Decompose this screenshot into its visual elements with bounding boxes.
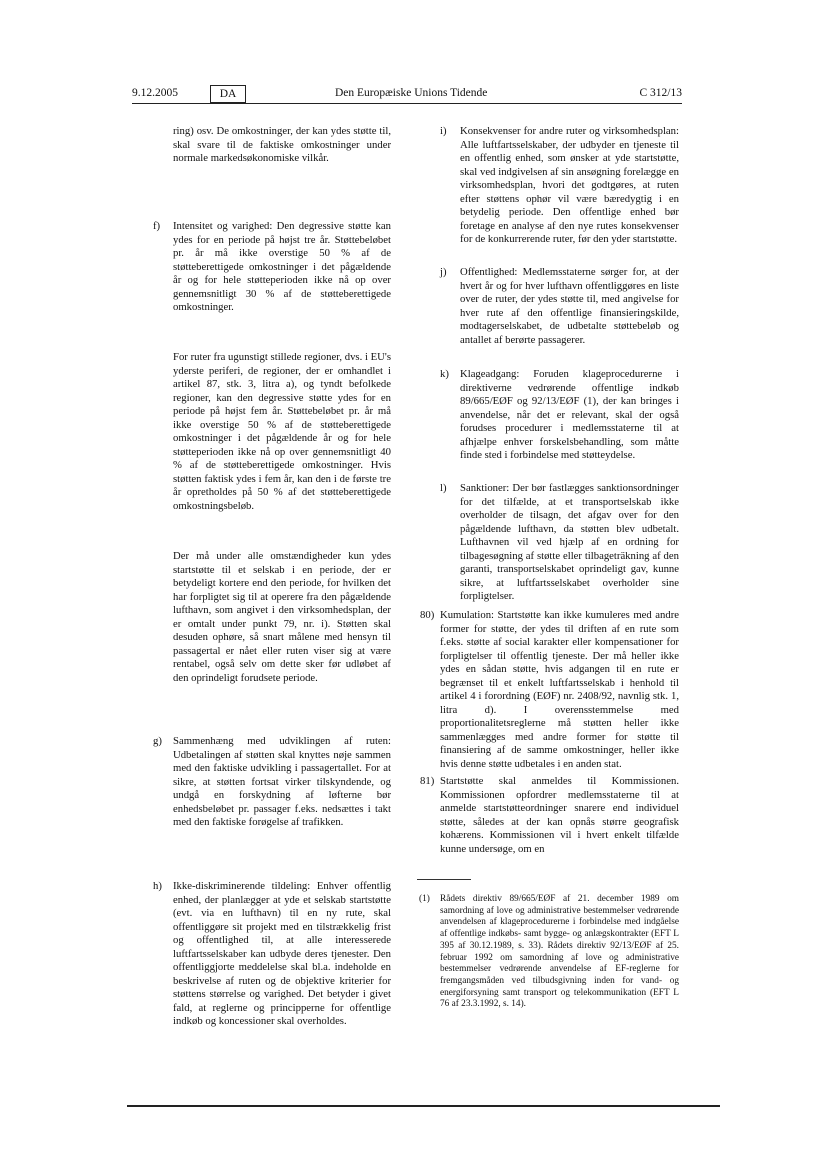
point-80-label: 80) — [420, 609, 435, 621]
language-badge: DA — [210, 85, 246, 103]
point-81-text: Startstøtte skal anmeldes til Kommissionen. Kommissionen opfordrer medlemsstaterne til at anmelde startstøtteordninger snarere end individuel støtte, således at der kan opnås større geografisk kohærens. Kommissionen vil i hvert enkelt tilfælde kunne undersøge, om en — [440, 775, 679, 855]
item-h-text: Ikke-diskriminerende tildeling: Enhver offentlig enhed, der planlægger at yde et selskab startstøtte (evt. via en lufthavn) til en ny rute, skal offentliggøre sit projekt med en tilstrækkelig frist og offentlighed til, at alle interesserede luftfartsselskaber kan udbyde deres tjenester. Den offentliggjorte meddelelse skal bl.a. indeholde en beskrivelse af ruten og de objektive kriterier for støttens størrelse og varighed. Det betyder i givet fald, at reglerne og principperne for offentlige indkøb og koncessioner skal overholdes. — [173, 880, 391, 1028]
item-g-label: g) — [153, 735, 162, 747]
item-k-text: Klageadgang: Foruden klageprocedurerne i direktiverne vedrørende offentlige indkøb 89/665/EØF og 92/13/EØF (1), der kan bringes i anvendelse, når det er relevant, skal der også forudses procedurer i medlemsstaterne til at afhjælpe enhver forskelsbehandling, som måtte finde sted i forbindelse med støtteydelse. — [460, 368, 679, 462]
item-f-label: f) — [153, 220, 161, 232]
item-j-text: Offentlighed: Medlemsstaterne sørger for, at der hvert år og for hver lufthavn offentliggøres en liste over de ruter, der ydes støtte til, med angivelse for hver rute af den offentlige finansieringskilde, modtagerselskabet, de udbetalte støttebeløb og antallet af berørte passagerer. — [460, 266, 679, 346]
item-j-label: j) — [440, 266, 447, 278]
item-f-paragraph-3: Der må under alle omstændigheder kun ydes startstøtte til et selskab i en periode, der er betydeligt kortere end den periode, for hvilken det har forpligtet sig til at operere fra den pågældende lufthavn, som angivet i den virksomhedsplan, der er omtalt under punkt 79, nr. i). Støtten skal desuden ophøre, så snart målene med hensyn til passagertal er nået eller ruten viser sig at være rentabel, også selv om dette sker før udløbet af den oprindeligt forudsete periode. — [173, 550, 391, 684]
item-i-label: i) — [440, 125, 447, 137]
page-header — [132, 85, 682, 105]
item-f-paragraph-2: For ruter fra ugunstigt stillede regioner, dvs. i EU's yderste periferi, de regioner, der er omhandlet i artikel 87, stk. 3, litra a), og tyndt befolkede regioner, kan den degressive støtte ydes for en periode på højst fem år. Støttebeløbet pr. år må ikke overstige 50 % af de støtteberettigede omkostninger i det pågældende år og for hele støtteperioden ikke nå op over gennemsnitligt 40 % af de støtteberettigede omkostninger. Hvis støtten faktisk ydes i fem år, kan den i de første tre år opretholdes på 50 % af det støtteberettigede omkostningsbeløb. — [173, 351, 391, 513]
footnote-text: Rådets direktiv 89/665/EØF af 21. december 1989 om samordning af love og administrative bestemmelser vedrørende anvendelsen af klageprocedurerne i forbindelse med indgåelse af offentlige indkøbs- samt bygge- og anlægskontrakter (EFT L 395 af 30.12.1989, s. 33). Rådets direktiv 92/13/EØF af 25. februar 1992 om samordning af love og administrative bestemmelser vedrørende anvendelse af EF-reglerne for fremgangsmåden ved tilbudsgivning inden for vand- og energiforsyning samt transport og telekommunikation (EFT L 76 af 23.3.1992, s. 14). — [440, 894, 679, 1010]
item-g-text: Sammenhæng med udviklingen af ruten: Udbetalingen af støtten skal knyttes nøje sammen med den faktiske udvikling i passagertallet. For at sikre, at støtten fortsat virker tilskyndende, og undgå en forskydning af løfterne bør enhedsbeløbet pr. passager f.eks. nedsættes i takt med den faktiske forøgelse af trafikken. — [173, 735, 391, 829]
item-h-label: h) — [153, 880, 162, 892]
point-80-text: Kumulation: Startstøtte kan ikke kumuleres med andre former for støtte, der ydes til driften af en rute som f.eks. støtte af social karakter eller kompensationer for forpligtelser til offentlig tjeneste. Der må heller ikke ydes en sådan støtte, hvis adgangen til en rute er begrænset til et enkelt luftfartsselskab i henhold til artikel 4 i forordning (EØF) nr. 2408/92, navnlig stk. 1, litra d). I overensstemmelse med proportionalitetsreglerne må støtten heller ikke sammenlægges med andre former for støtte til finansiering af de samme omkostninger, heller ikke hvis denne støtte udbetales i en anden stat. — [440, 609, 679, 771]
footnote-label: (1) — [419, 894, 430, 904]
bottom-rule — [127, 1105, 720, 1107]
item-f-text: Intensitet og varighed: Den degressive støtte kan ydes for en periode på højst tre år. Støttebeløbet pr. år må ikke overstige 50 % af de støtteberettigede omkostninger i det pågældende år og for hele støtteperioden ikke nå op over gennemsnitligt 30 % af de støtteberettigede omkostninger. — [173, 220, 391, 314]
page-number: C 312/13 — [639, 87, 682, 99]
item-k-label: k) — [440, 368, 449, 380]
item-l-label: l) — [440, 482, 447, 494]
footnote-rule — [417, 879, 471, 880]
continuation-paragraph: ring) osv. De omkostninger, der kan ydes støtte til, skal svare til de faktiske omkostninger under normale markedsøkonomiske vilkår. — [173, 125, 391, 165]
point-81-label: 81) — [420, 775, 435, 787]
header-rule — [132, 103, 682, 104]
item-l-text: Sanktioner: Der bør fastlægges sanktionsordninger for det tilfælde, at et transportselskab ikke overholder de tilsagn, det afgav over for den pågældende lufthavn, da støtten blev udbetalt. Lufthavnen vil ved hjælp af en ordning for tilbagesøgning af støtte eller tilbageträkning af den garanti, transportselskabet oprindeligt gav, kunne sikre, at luftfartsselskabet overholder sine forpligtelser. — [460, 482, 679, 603]
item-i-text: Konsekvenser for andre ruter og virksomhedsplan: Alle luftfartsselskaber, der udbyder en tjeneste til en offentlig enhed, som ønsker at yde startstøtte, skal ved indgivelsen af sin ansøgning forelægge en virksomhedsplan, hvori det godtgøres, at ruten efter støttens ophør vil være bæredygtig i en betydelig periode. Den offentlige enhed bør foretage en analyse af den nye rutes konsekvenser for de konkurrerende ruter, før den yder startstøtte. — [460, 125, 679, 246]
journal-title: Den Europæiske Unions Tidende — [335, 87, 488, 99]
header-date: 9.12.2005 — [132, 87, 178, 99]
